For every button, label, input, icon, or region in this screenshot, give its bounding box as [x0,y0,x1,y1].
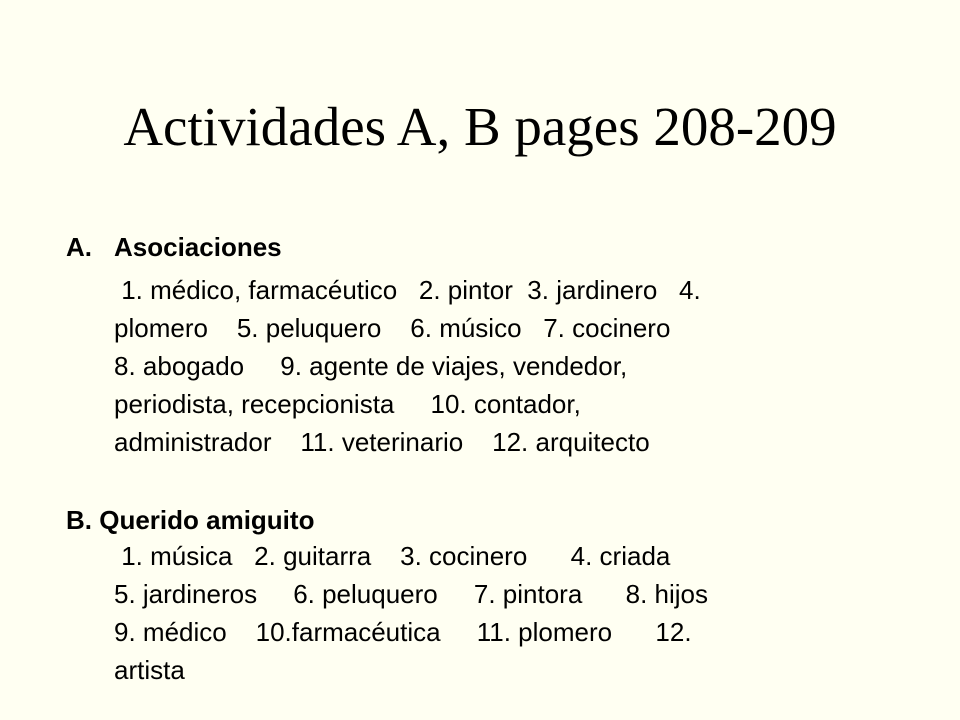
section-a-line-4: periodista, recepcionista 10. contador, [114,389,581,419]
section-b-line-1: 1. música 2. guitarra 3. cocinero 4. criada [114,541,671,571]
section-a-line-2: plomero 5. peluquero 6. músico 7. cocinero [114,313,671,343]
section-b-line-3: 9. médico 10.farmacéutica 11. plomero 12. [114,617,692,647]
section-a-line-1: 1. médico, farmacéutico 2. pintor 3. jardinero 4. [114,275,701,305]
section-a-marker: A. [66,232,92,262]
section-a-heading: Asociaciones [114,232,282,262]
slide-title: Actividades A, B pages 208-209 [123,96,837,157]
section-b-heading: B. Querido amiguito [66,505,315,535]
section-b-line-2: 5. jardineros 6. peluquero 7. pintora 8. hijos [114,579,709,609]
section-b-line-4: artista [114,655,185,685]
section-a-line-5: administrador 11. veterinario 12. arquitecto [114,427,650,457]
section-a-line-3: 8. abogado 9. agente de viajes, vendedor, [114,351,628,381]
